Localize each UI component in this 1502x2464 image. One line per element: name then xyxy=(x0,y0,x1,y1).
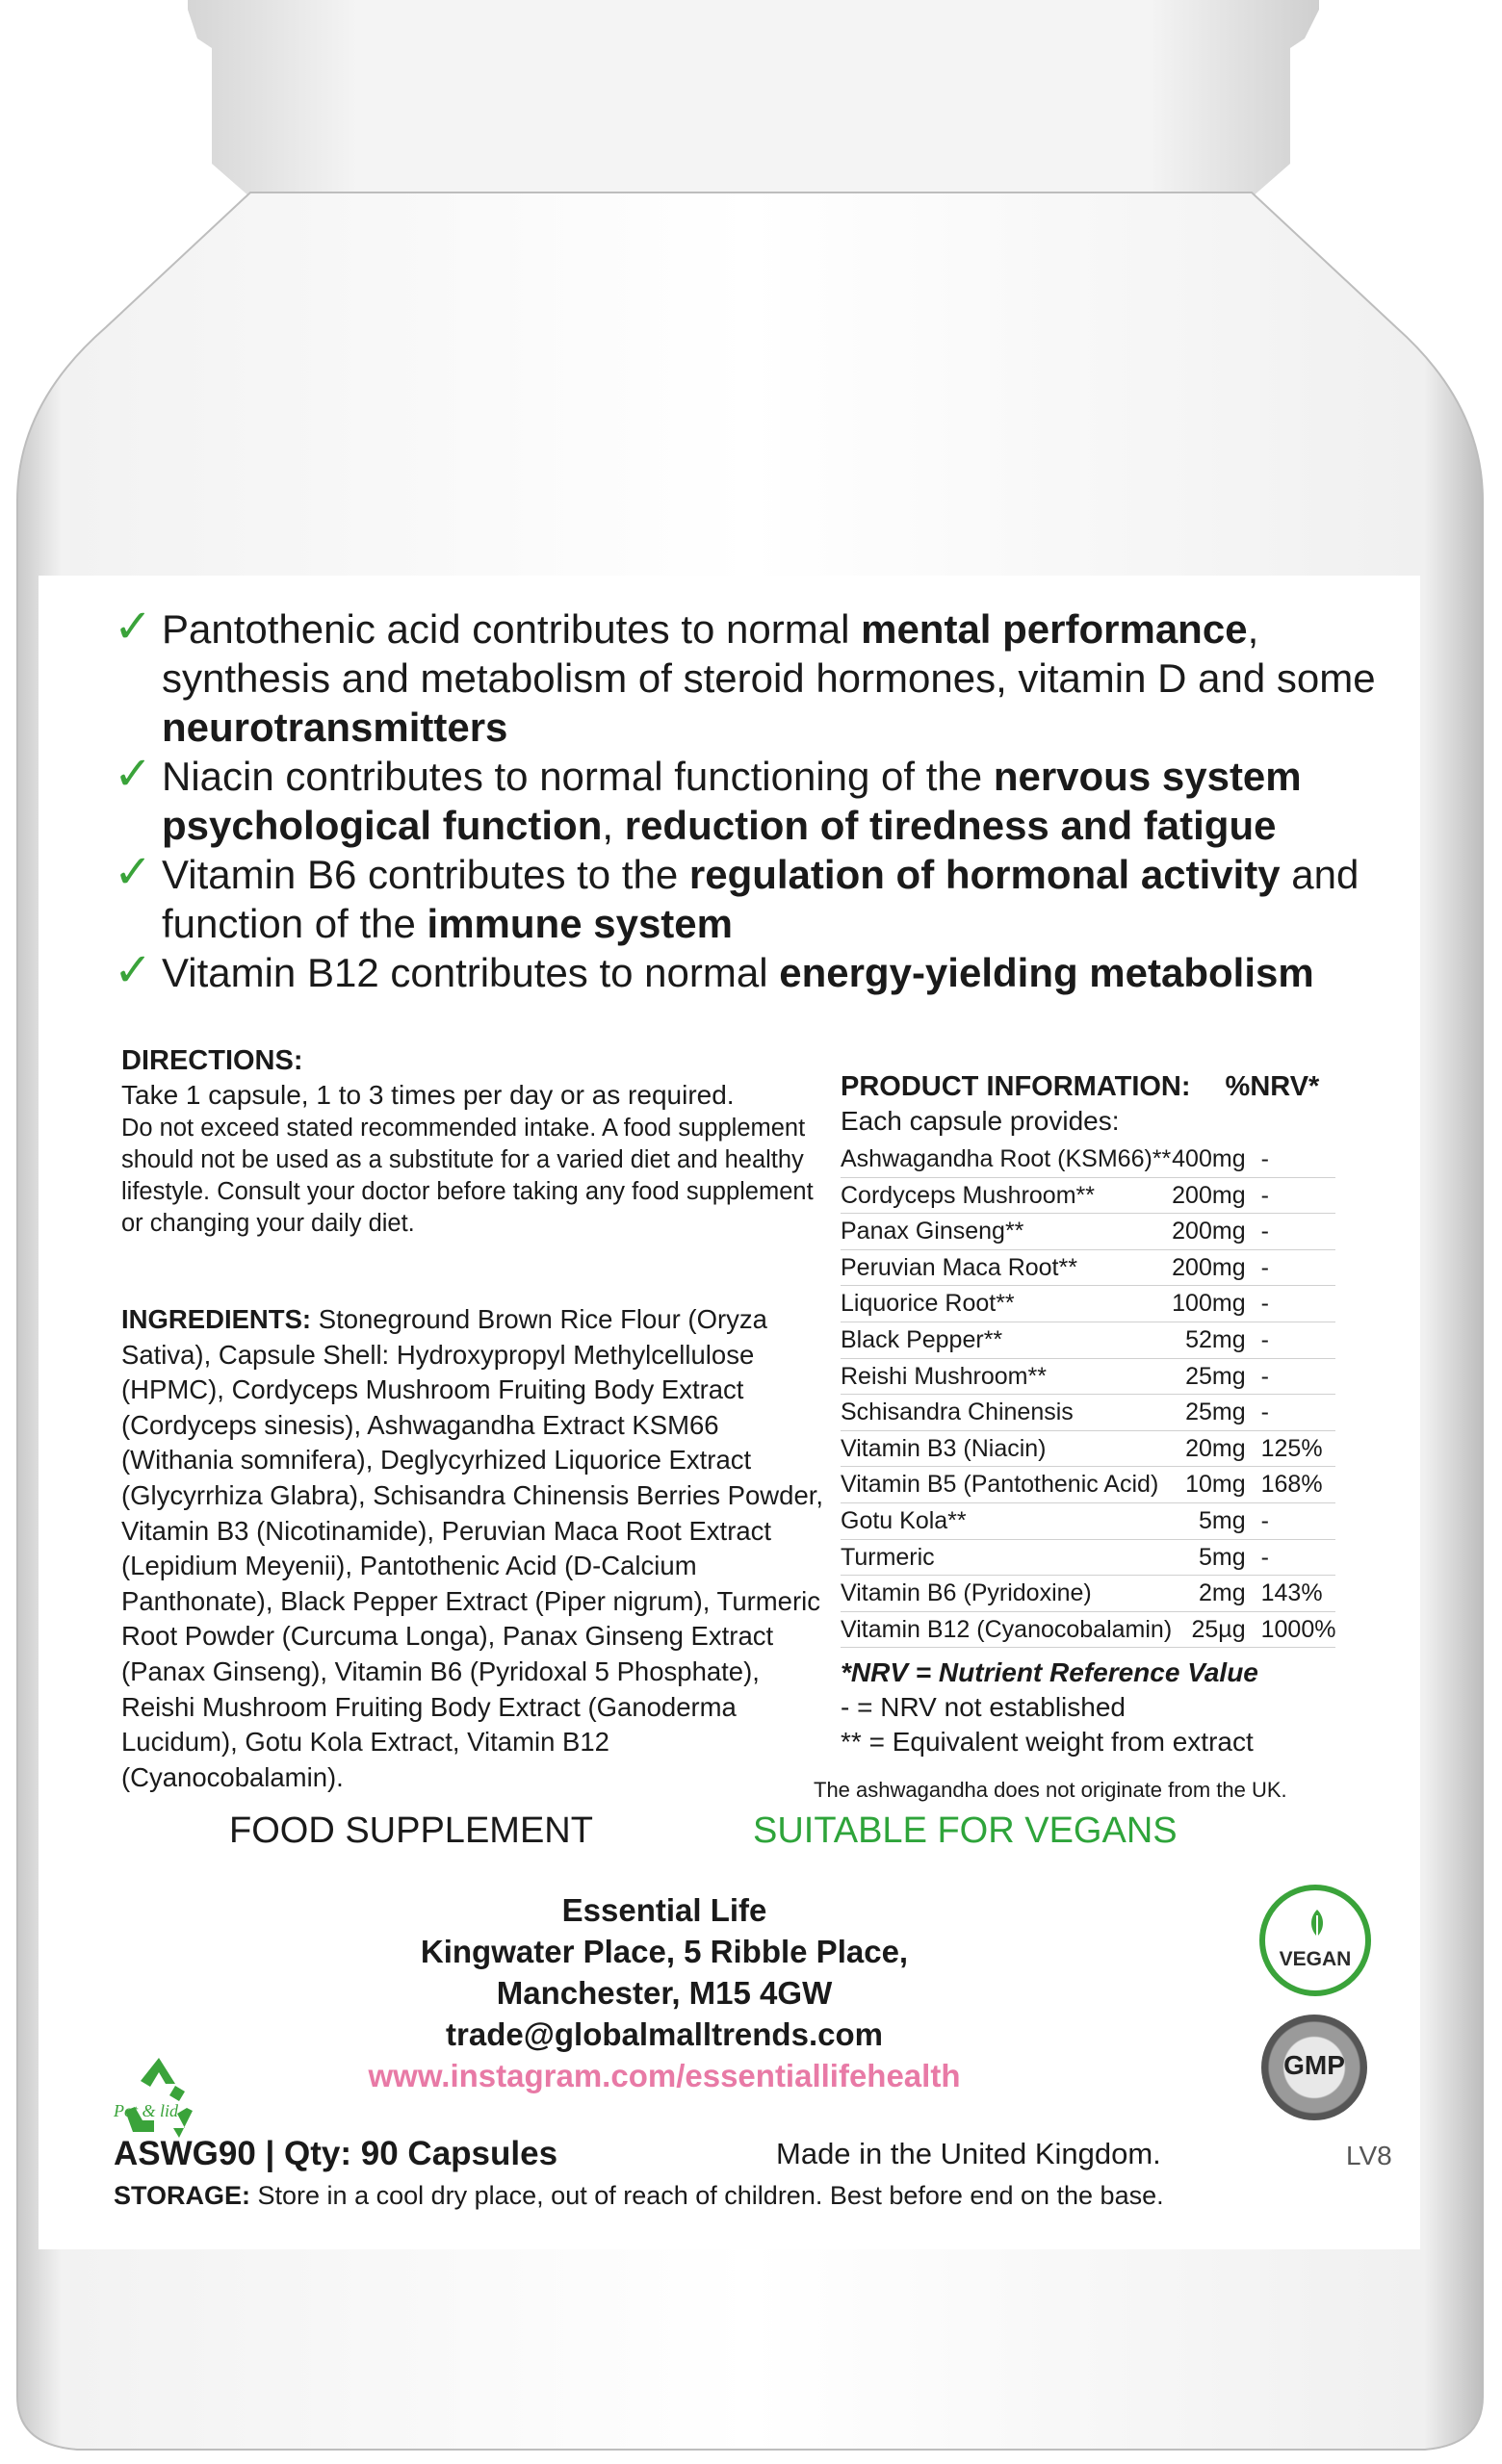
nutrient-nrv: - xyxy=(1260,1253,1269,1281)
nutrition-row xyxy=(841,1539,1335,1576)
nutrient-name: Ashwagandha Root (KSM66)** xyxy=(841,1145,1172,1172)
vegan-badge xyxy=(1259,1885,1371,1996)
nutrition-row xyxy=(841,1142,1335,1177)
nutrient-nrv: 125% xyxy=(1260,1434,1323,1462)
nutrient-amount: 100mg xyxy=(1172,1290,1246,1318)
sku-quantity: ASWG90 | Qty: 90 Capsules xyxy=(114,2135,558,2172)
nutrient-amount: 2mg xyxy=(1198,1579,1246,1607)
product-information xyxy=(814,1068,1418,1808)
suitable-for-vegans-label: SUITABLE FOR VEGANS xyxy=(753,1810,1178,1851)
nutrient-amount: 200mg xyxy=(1172,1181,1246,1209)
nutrient-amount: 400mg xyxy=(1172,1145,1246,1172)
nutrient-nrv: - xyxy=(1260,1218,1269,1245)
ingredients-text: Stoneground Brown Rice Flour (Oryza Sativa), Capsule Shell: Hydroxypropyl Methylcellulose (HPMC), Cordyceps Mushroom Fruiting Body Extract (Cordyceps sinesis), Ashwagandha Extract KSM66 (Withania somnifera), Deglycyrhized Liquorice Extract (Glycyrrhiza Glabra), Schisandra Chinensis Berries Powder, Vitamin B3 (Nicotinamide), Peruvian Maca Root Extract (Lepidium Meyenii), Pantothenic Acid (D-Calcium Panthonate), Black Pepper Extract (Piper nigrum), Turmeric Root Powder (Curcuma Longa), Panax Ginseng Extract (Panax Ginseng), Vitamin B6 (Pyridoxal 5 Phosphate), Reishi Mushroom Fruiting Body Extract (Ganoderma Lucidum), Gotu Kola Extract, Vitamin B12 (Cyanocobalamin). xyxy=(121,1304,824,1792)
nrv-note-2: - = NRV not established xyxy=(841,1692,1126,1723)
nutrient-nrv: - xyxy=(1260,1145,1269,1172)
benefit-pantothenic-acid: ✓ Pantothenic acid contributes to normal mental performance, synthesis and metabolism of steroid hormones, vitamin D and some neurotransmitters xyxy=(114,600,1376,750)
nutrient-name: Vitamin B12 (Cyanocobalamin) xyxy=(841,1615,1173,1643)
product-info-title: PRODUCT INFORMATION: xyxy=(841,1071,1191,1102)
nrv-header: %NRV* xyxy=(1225,1071,1320,1102)
product-info-subtitle: Each capsule provides: xyxy=(841,1106,1120,1136)
nutrient-nrv: - xyxy=(1260,1362,1269,1390)
address-line-1: Kingwater Place, 5 Ribble Place, xyxy=(420,1934,909,1969)
gmp-badge xyxy=(1261,2015,1367,2120)
nutrient-name: Schisandra Chinensis xyxy=(841,1399,1074,1426)
benefits-list xyxy=(114,600,1385,997)
nutrient-amount: 25µg xyxy=(1191,1615,1246,1643)
check-icon: ✓ xyxy=(114,747,153,801)
nutrition-row xyxy=(841,1430,1335,1467)
origin-note: The ashwagandha does not originate from the UK. xyxy=(814,1778,1287,1803)
directions-section xyxy=(121,1043,815,1240)
benefit-vitamin-b6: ✓ Vitamin B6 contributes to the regulation of hormonal activity and function of the immune system xyxy=(114,845,1360,946)
nutrient-name: Reishi Mushroom** xyxy=(841,1362,1047,1390)
leaf-icon xyxy=(1302,1908,1333,1938)
company-name: Essential Life xyxy=(561,1892,767,1928)
product-label xyxy=(39,576,1420,2249)
nutrition-row xyxy=(841,1502,1335,1539)
nutrient-name: Vitamin B6 (Pyridoxine) xyxy=(841,1579,1092,1607)
directions-text: Take 1 capsule, 1 to 3 times per day or as required. xyxy=(121,1080,735,1110)
nrv-note-3: ** = Equivalent weight from extract xyxy=(841,1727,1254,1758)
benefit-vitamin-b12: ✓ Vitamin B12 contributes to normal energy-yielding metabolism xyxy=(114,943,1314,997)
nutrient-nrv: - xyxy=(1260,1399,1269,1426)
nutrient-name: Liquorice Root** xyxy=(841,1290,1015,1318)
nutrition-row xyxy=(841,1467,1335,1503)
instagram-link[interactable]: www.instagram.com/essentiallifehealth xyxy=(368,2058,961,2093)
pot-and-lid-label: Pot & lid xyxy=(114,2101,178,2120)
nutrition-row xyxy=(841,1177,1335,1214)
nutrient-amount: 25mg xyxy=(1185,1362,1246,1390)
ingredients-label: INGREDIENTS: xyxy=(121,1304,312,1334)
directions-warning: Do not exceed stated recommended intake. A food supplement should not be used as a substitute for a varied diet and healthy lifestyle. Consult your doctor before taking any food supplement or changing your daily diet. xyxy=(121,1115,814,1237)
directions-title: DIRECTIONS: xyxy=(121,1045,303,1076)
nutrition-row xyxy=(841,1576,1335,1612)
check-icon: ✓ xyxy=(114,600,153,654)
nutrient-name: Vitamin B3 (Niacin) xyxy=(841,1434,1047,1462)
nutrient-amount: 200mg xyxy=(1172,1253,1246,1281)
nutrition-row xyxy=(841,1611,1335,1648)
bottle-cap xyxy=(188,0,1319,197)
vegan-badge-text: VEGAN xyxy=(1279,1948,1352,1970)
nutrient-nrv: 1000% xyxy=(1260,1615,1336,1643)
nutrient-amount: 10mg xyxy=(1185,1471,1246,1499)
company-address xyxy=(327,1889,1001,2096)
nutrient-nrv: - xyxy=(1260,1506,1269,1534)
storage-instructions xyxy=(114,2181,1164,2211)
product-info-header xyxy=(841,1068,1418,1105)
nutrient-nrv: - xyxy=(1260,1181,1269,1209)
nutrition-row xyxy=(841,1358,1335,1395)
gmp-badge-text: GMP xyxy=(1283,2050,1345,2080)
product-code-line xyxy=(114,2135,1392,2173)
benefit-niacin: ✓ Niacin contributes to normal functioning of the nervous system psychological function, reduction of tiredness and fatigue xyxy=(114,747,1302,848)
nutrient-nrv: - xyxy=(1260,1543,1269,1571)
address-line-2: Manchester, M15 4GW xyxy=(496,1975,833,2011)
nutrient-name: Panax Ginseng** xyxy=(841,1218,1024,1245)
nutrient-amount: 25mg xyxy=(1185,1399,1246,1426)
nutrition-row xyxy=(841,1214,1335,1250)
nutrient-nrv: 143% xyxy=(1260,1579,1323,1607)
nutrient-nrv: - xyxy=(1260,1325,1269,1353)
nutrient-amount: 52mg xyxy=(1185,1325,1246,1353)
nutrient-name: Vitamin B5 (Pantothenic Acid) xyxy=(841,1471,1159,1499)
ingredients-section xyxy=(121,1302,834,1795)
check-icon: ✓ xyxy=(114,943,153,997)
food-supplement-label: FOOD SUPPLEMENT xyxy=(229,1810,593,1851)
nutrient-nrv: - xyxy=(1260,1290,1269,1318)
nutrient-name: Gotu Kola** xyxy=(841,1506,967,1534)
lv-code: LV8 xyxy=(1346,2141,1392,2170)
nutrient-amount: 5mg xyxy=(1198,1543,1246,1571)
nutrition-row xyxy=(841,1249,1335,1286)
nutrition-row xyxy=(841,1286,1335,1322)
nutrient-name: Black Pepper** xyxy=(841,1325,1003,1353)
nutrient-nrv: 168% xyxy=(1260,1471,1323,1499)
contact-email[interactable]: trade@globalmalltrends.com xyxy=(446,2016,883,2052)
nutrient-amount: 5mg xyxy=(1198,1506,1246,1534)
storage-text: Store in a cool dry place, out of reach of children. Best before end on the base. xyxy=(250,2181,1164,2210)
nutrient-amount: 20mg xyxy=(1185,1434,1246,1462)
nutrient-name: Peruvian Maca Root** xyxy=(841,1253,1077,1281)
nutrition-table xyxy=(841,1142,1335,1648)
made-in-text: Made in the United Kingdom. xyxy=(776,2137,1161,2170)
nutrition-row xyxy=(841,1322,1335,1358)
nutrient-amount: 200mg xyxy=(1172,1218,1246,1245)
nrv-note-1: *NRV = Nutrient Reference Value xyxy=(841,1657,1258,1688)
nutrient-name: Cordyceps Mushroom** xyxy=(841,1181,1095,1209)
storage-label: STORAGE: xyxy=(114,2181,251,2210)
check-icon: ✓ xyxy=(114,845,153,899)
nrv-notes xyxy=(814,1656,1418,1808)
nutrition-row xyxy=(841,1395,1335,1431)
nutrient-name: Turmeric xyxy=(841,1543,935,1571)
